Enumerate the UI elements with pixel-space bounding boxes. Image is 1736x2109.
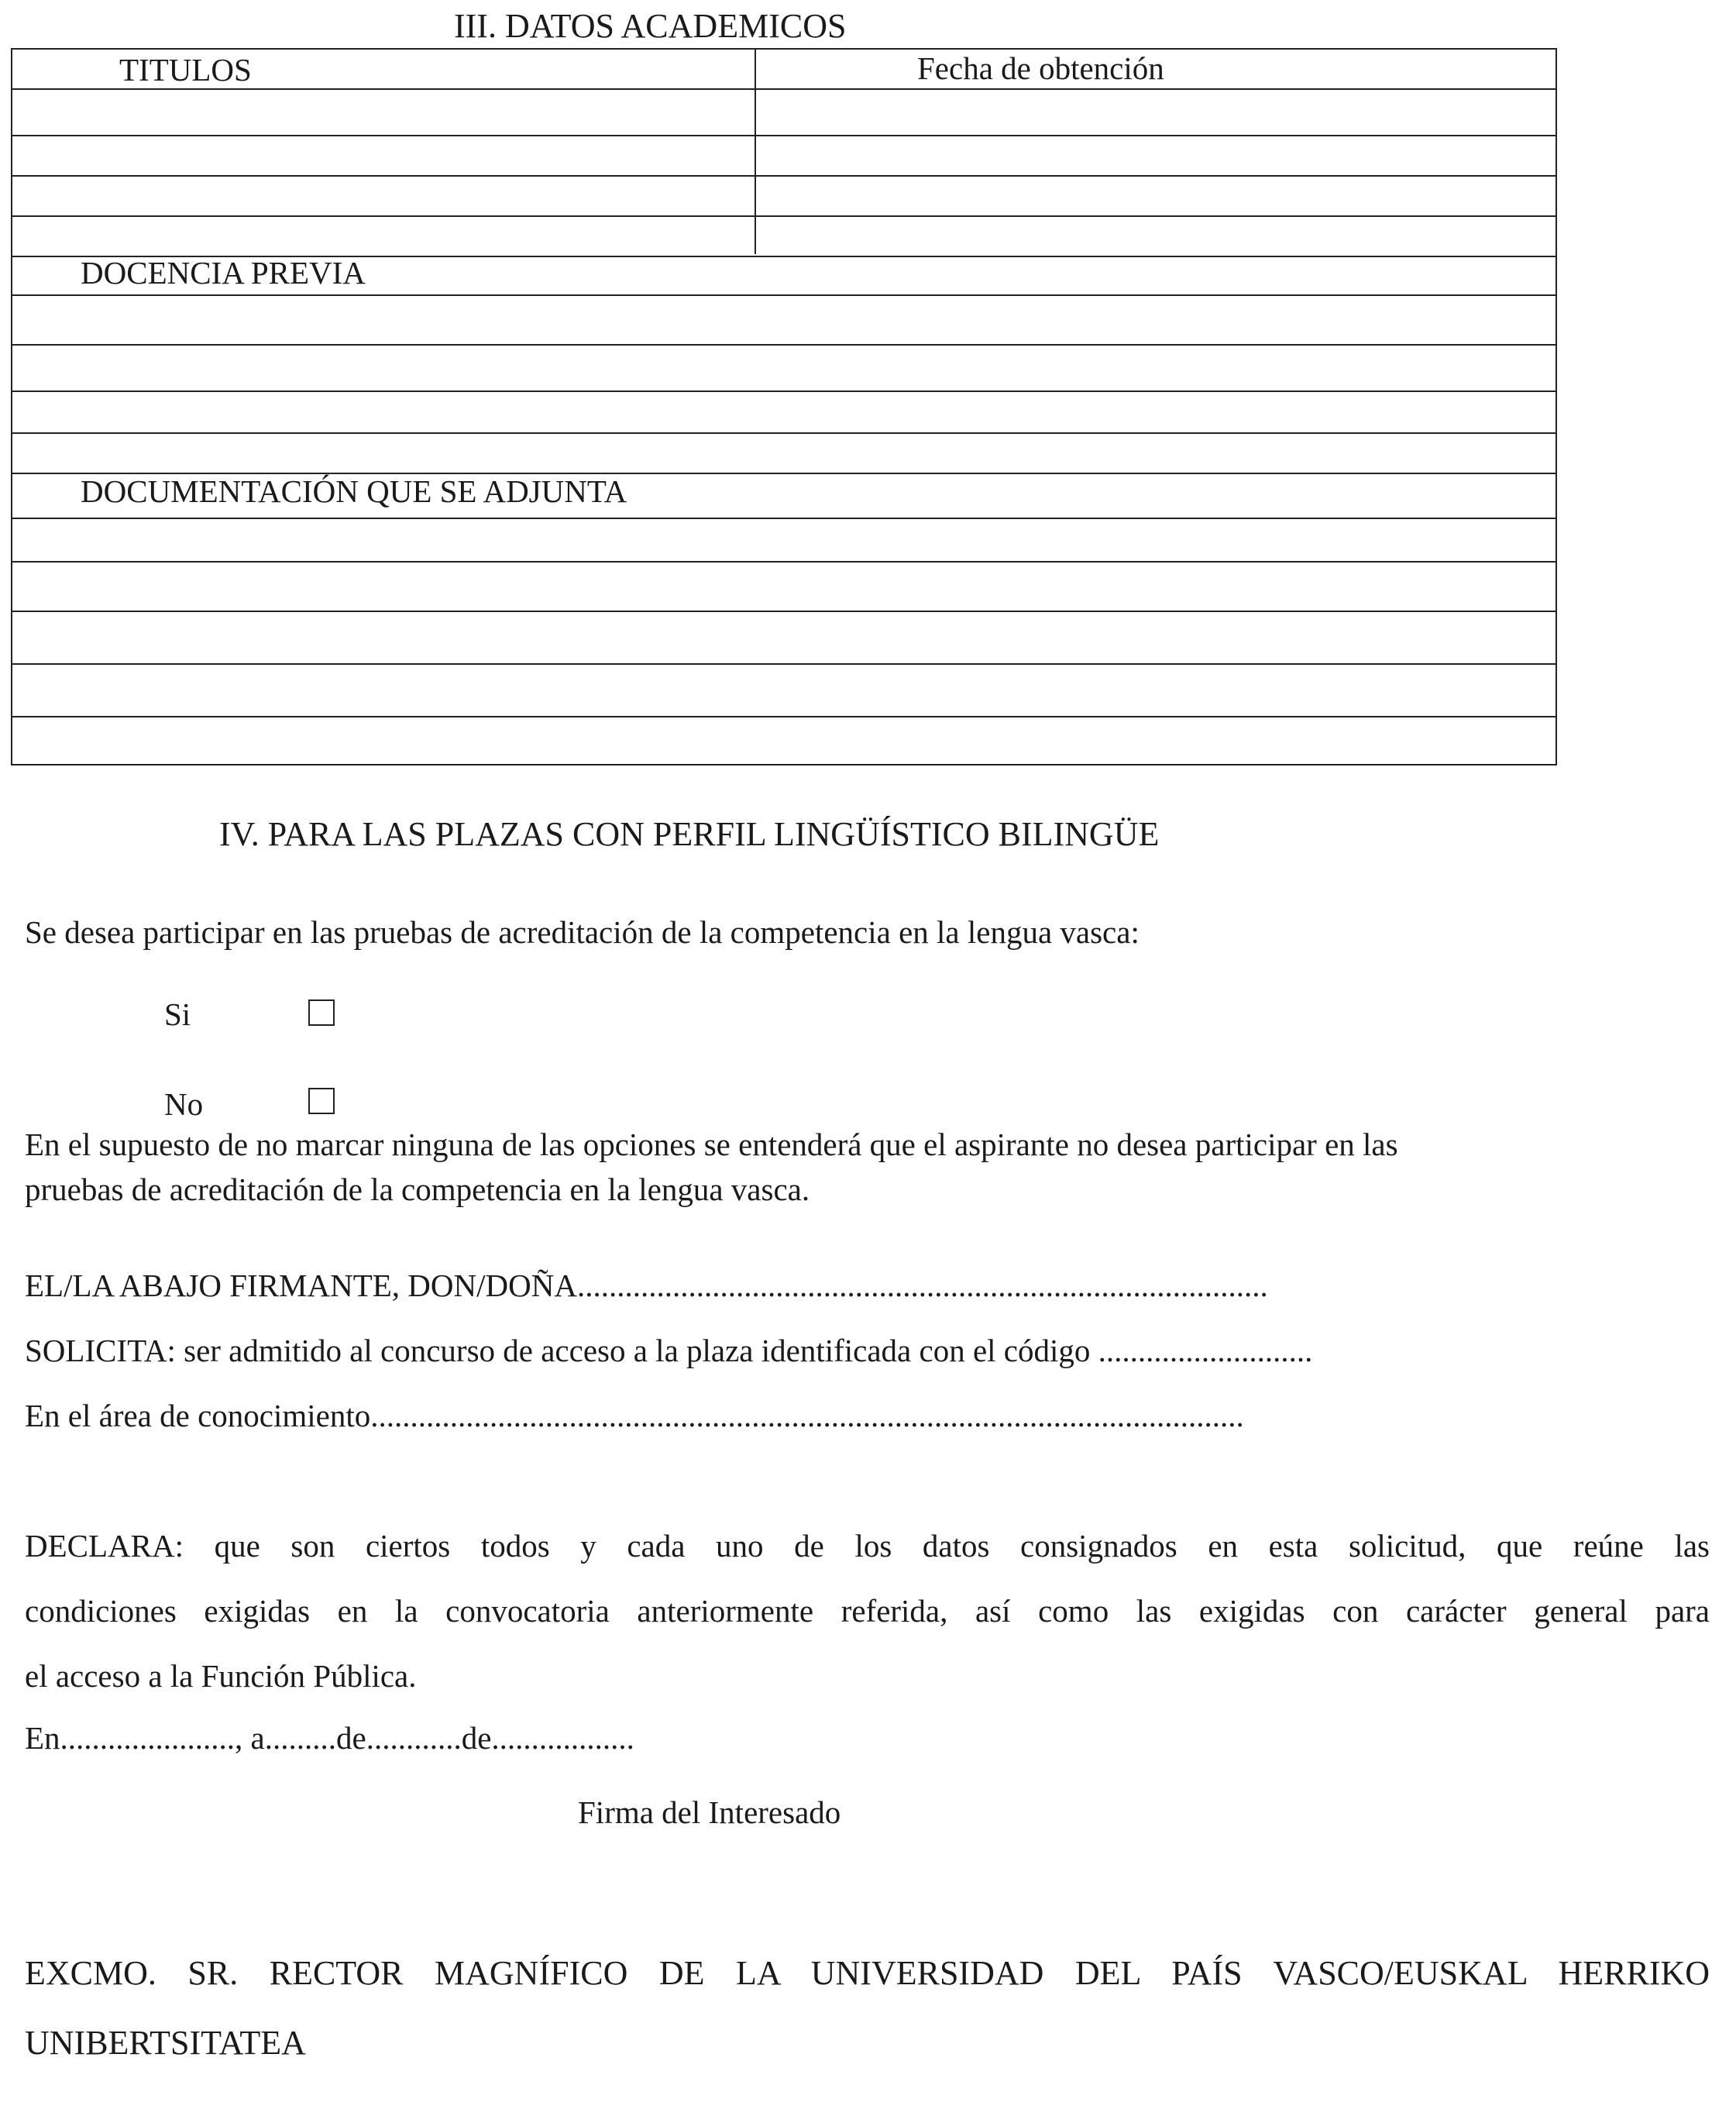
documentacion-label: DOCUMENTACIÓN QUE SE ADJUNTA — [81, 473, 627, 509]
section-4-title: IV. PARA LAS PLAZAS CON PERFIL LINGÜÍSTICO BILINGÜE — [219, 815, 1160, 853]
table-rule — [12, 611, 1556, 612]
table-rule — [12, 518, 1556, 519]
table-rule — [12, 135, 1556, 136]
table-rule — [12, 175, 1556, 177]
academic-data-table — [11, 48, 1557, 766]
column-divider — [755, 50, 756, 254]
signer-name-line: EL/LA ABAJO FIRMANTE, DON/DOÑA....................................................................................... — [25, 1268, 1268, 1303]
addressee-line-1: EXCMO. SR. RECTOR MAGNÍFICO DE LA UNIVERSIDAD DEL PAÍS VASCO/EUSKAL HERRIKO — [25, 1954, 1710, 1992]
table-rule — [12, 215, 1556, 217]
declara-line-3: el acceso a la Función Pública. — [25, 1658, 417, 1694]
declara-line-2: condiciones exigidas en la convocatoria anteriormente referida, así como las exigidas con carácter general para — [25, 1593, 1710, 1629]
checkbox-no[interactable] — [308, 1088, 335, 1114]
titulos-header: TITULOS — [119, 52, 252, 88]
addressee-line-2: UNIBERTSITATEA — [25, 2024, 306, 2062]
table-rule — [12, 294, 1556, 296]
note-line-2: pruebas de acreditación de la competencia en la lengua vasca. — [25, 1171, 810, 1207]
solicita-line: SOLICITA: ser admitido al concurso de acceso a la plaza identificada con el código ........................... — [25, 1333, 1313, 1368]
area-line: En el área de conocimiento.............................................................................................................. — [25, 1398, 1244, 1433]
firma-label: Firma del Interesado — [578, 1794, 841, 1830]
declara-line-1: DECLARA: que son ciertos todos y cada uno de los datos consignados en esta solicitud, que reúne las — [25, 1528, 1710, 1564]
table-rule — [12, 561, 1556, 563]
table-rule — [12, 716, 1556, 717]
place-date-line: En......................, a.........de............de.................. — [25, 1720, 634, 1756]
checkbox-si[interactable] — [308, 999, 335, 1026]
table-rule — [12, 432, 1556, 434]
section-3-title: III. DATOS ACADEMICOS — [454, 7, 847, 45]
fecha-header: Fecha de obtención — [917, 50, 1164, 86]
table-rule — [12, 663, 1556, 665]
docencia-previa-label: DOCENCIA PREVIA — [81, 255, 366, 291]
table-rule — [12, 344, 1556, 346]
table-rule — [12, 88, 1556, 90]
participation-question: Se desea participar en las pruebas de acreditación de la competencia en la lengua vasca: — [25, 914, 1140, 950]
option-no-label: No — [164, 1086, 204, 1122]
note-line-1: En el supuesto de no marcar ninguna de las opciones se entenderá que el aspirante no desea participar en las — [25, 1127, 1398, 1162]
table-rule — [12, 390, 1556, 392]
option-si-label: Si — [164, 996, 191, 1032]
